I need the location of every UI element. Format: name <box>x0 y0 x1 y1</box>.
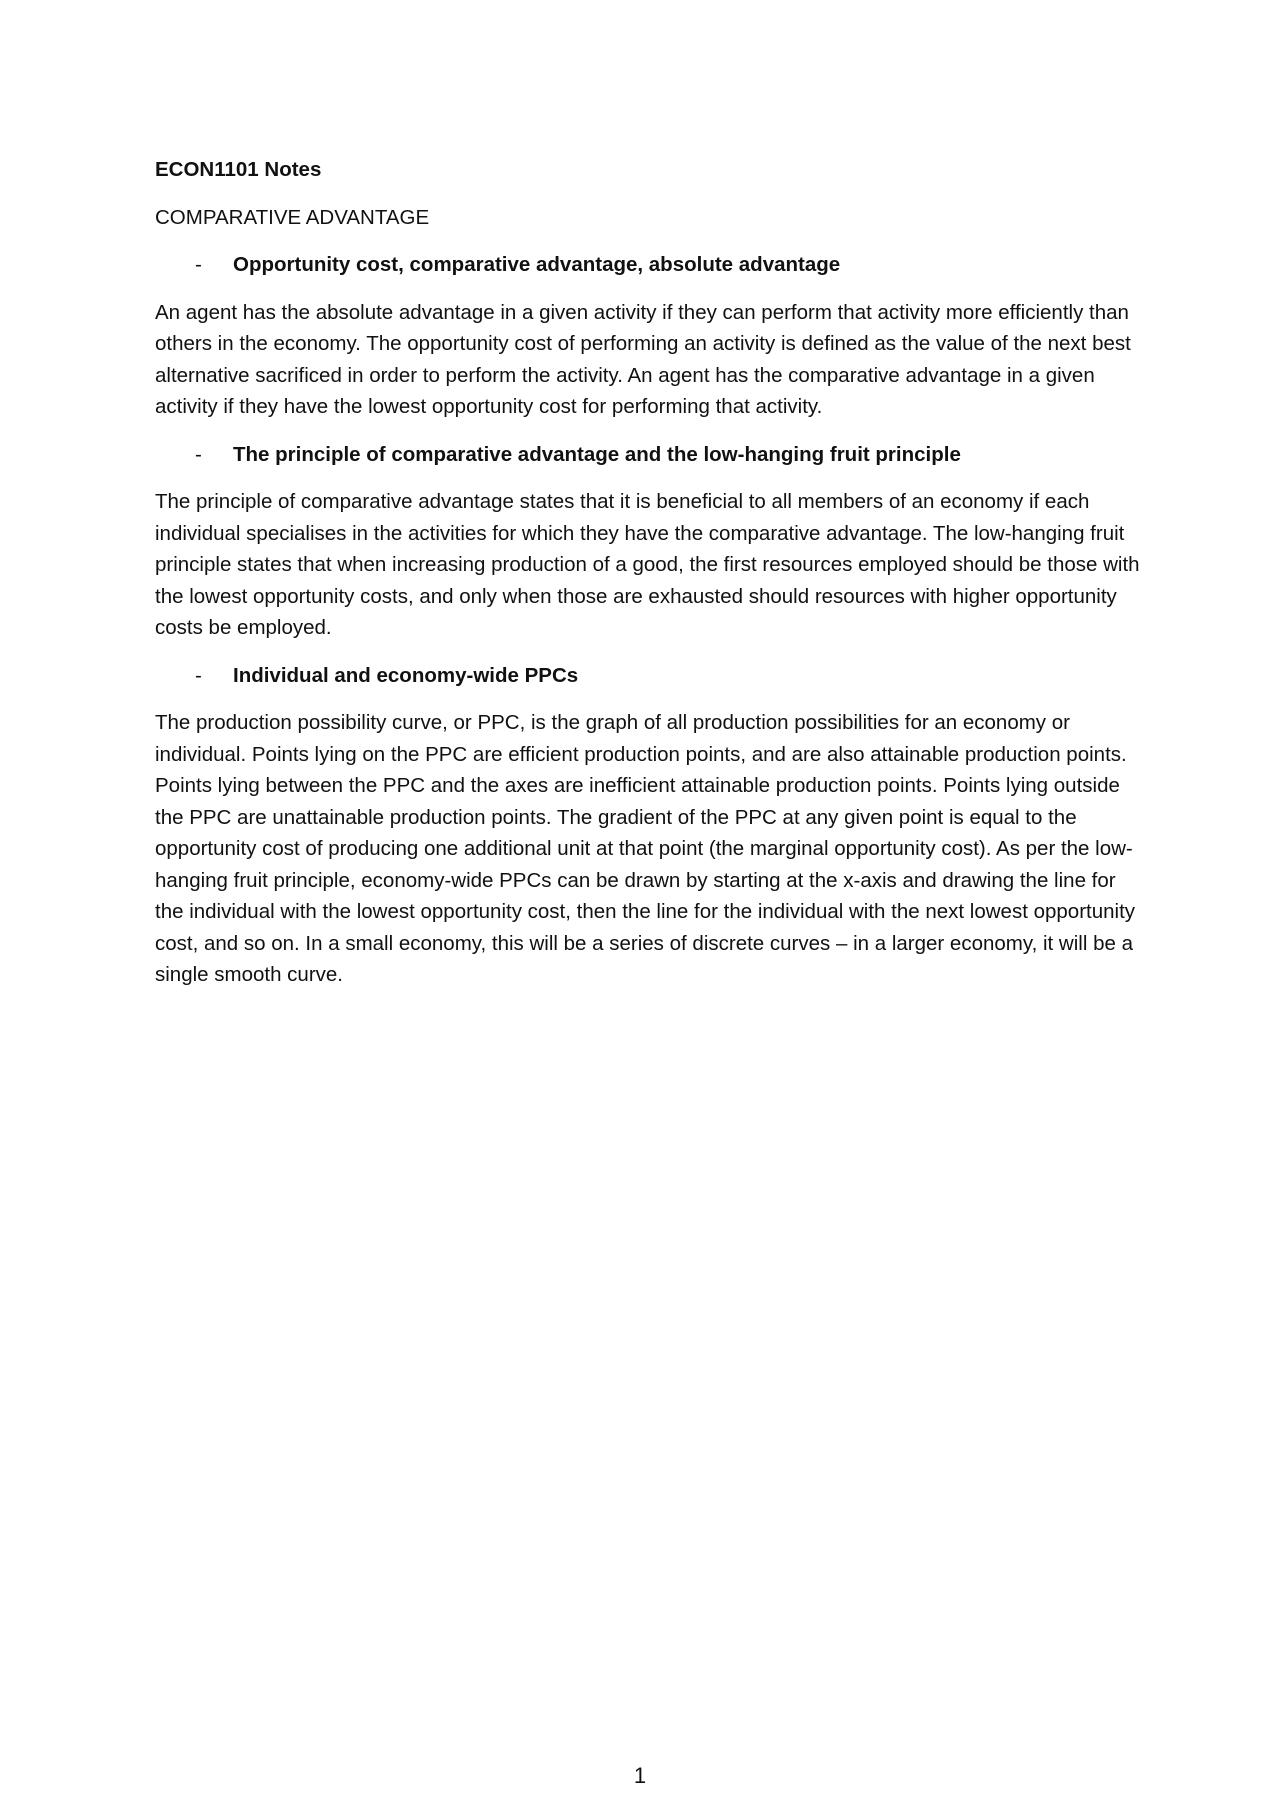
bullet-marker: - <box>195 253 202 276</box>
page-content <box>155 154 1140 1007</box>
paragraph-principles: The principle of comparative advantage states that it is beneficial to all members of an economy if each individual specialises in the activities for which they have the comparative advantage. The low-hanging fruit principle states that when increasing production of a good, the first resources employed should be those with the lowest opportunity costs, and only when those are exhausted should resources with higher opportunity costs be employed. <box>155 490 1140 639</box>
page-number: 1 <box>633 1763 647 1788</box>
paragraph-opportunity-cost: An agent has the absolute advantage in a given activity if they can perform that activity more efficiently than others in the economy. The opportunity cost of performing an activity is defined as the value of the next best alternative sacrificed in order to perform the activity. An agent has the comparative advantage in a given activity if they have the lowest opportunity cost for performing that activity. <box>155 300 1131 418</box>
bullet-marker: - <box>195 663 202 687</box>
bullet-marker: - <box>195 442 202 466</box>
section-heading: COMPARATIVE ADVANTAGE <box>155 205 430 229</box>
bullet-heading-text: The principle of comparative advantage and the low-hanging fruit principle <box>233 442 961 466</box>
bullet-heading-principles <box>155 439 1140 471</box>
bullet-heading-ppcs <box>155 660 1140 692</box>
bullet-heading-opportunity-cost <box>155 249 1140 281</box>
document-title: ECON1101 Notes <box>155 158 322 181</box>
paragraph-ppcs: The production possibility curve, or PPC, is the graph of all production possibilities for an economy or individual. Points lying on the PPC are efficient production points, and are also attainable production points. Points lying between the PPC and the axes are inefficient attainable production points. Points lying outside the PPC are unattainable production points. The gradient of the PPC at any given point is equal to the opportunity cost of producing one additional unit at that point (the marginal opportunity cost). As per the low-hanging fruit principle, economy-wide PPCs can be drawn by starting at the x-axis and drawing the line for the individual with the lowest opportunity cost, then the line for the individual with the next lowest opportunity cost, and so on. In a small economy, this will be a series of discrete curves – in a larger economy, it will be a single smooth curve. <box>155 711 1136 986</box>
bullet-heading-text: Opportunity cost, comparative advantage, absolute advantage <box>233 253 841 276</box>
bullet-heading-text: Individual and economy-wide PPCs <box>233 663 579 687</box>
